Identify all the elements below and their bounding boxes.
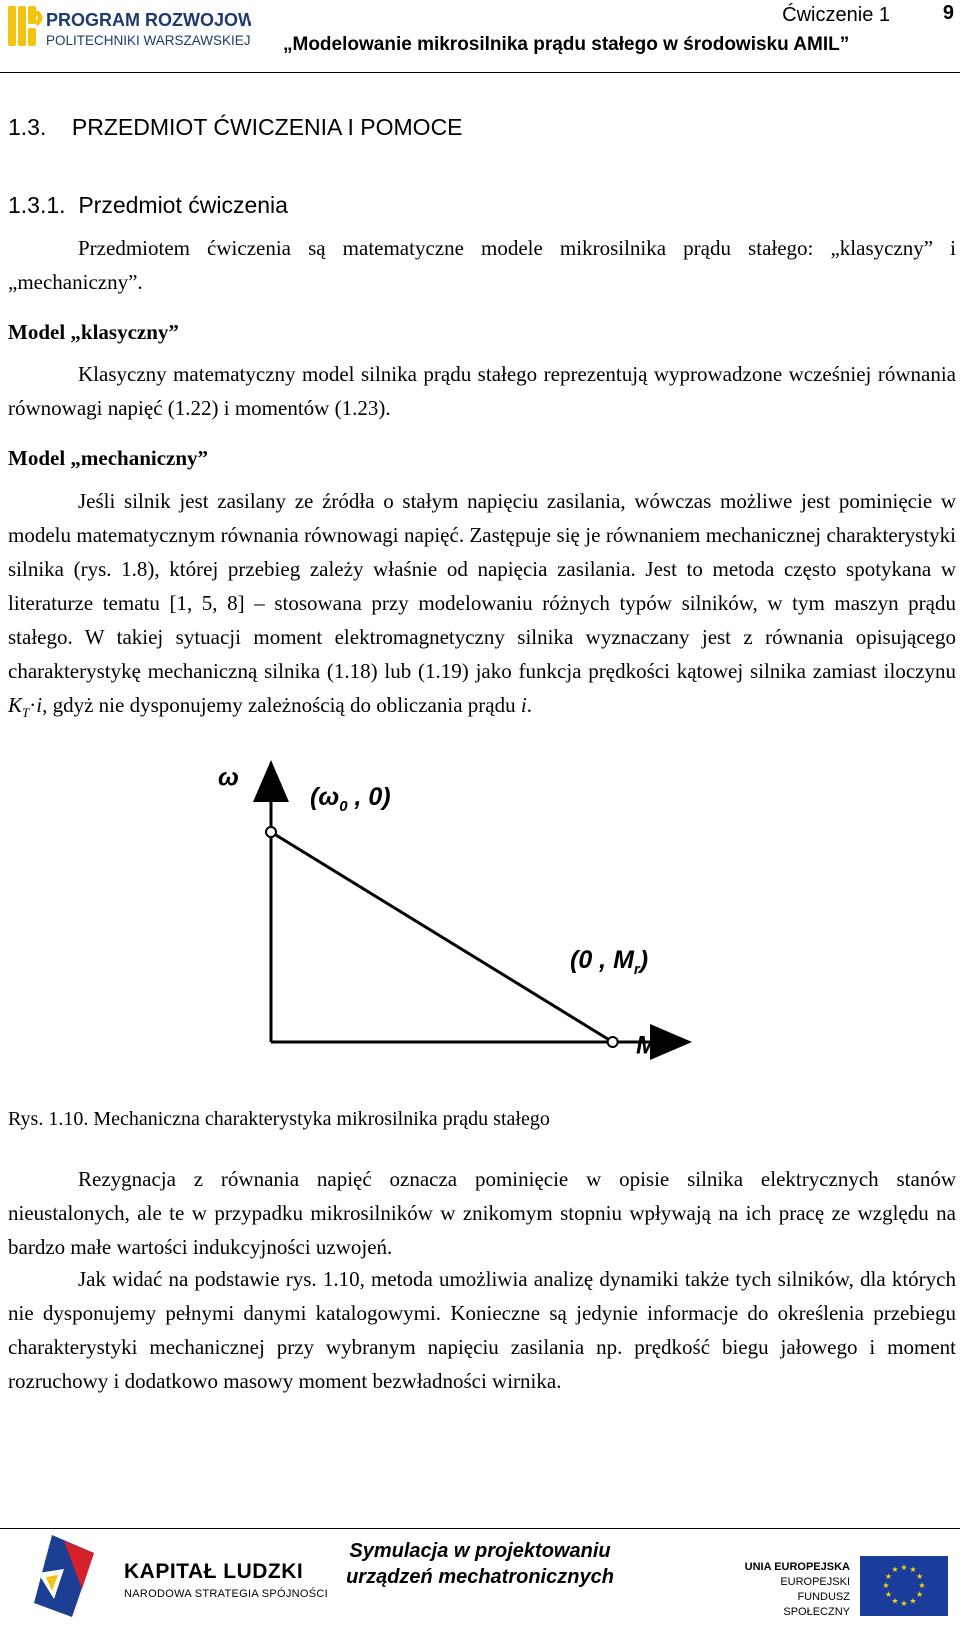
eu-star-icon: ★ <box>916 1589 924 1599</box>
kapital-ludzki-title: KAPITAŁ LUDZKI <box>124 1560 304 1583</box>
document-title: „Modelowanie mikrosilnika prądu stałego w środowisku AMIL” <box>283 34 850 55</box>
header-divider <box>0 72 960 73</box>
exercise-label: Ćwiczenie 1 <box>782 4 890 26</box>
section-heading: 1.3. PRZEDMIOT ĆWICZENIA I POMOCE <box>8 114 463 140</box>
mechanical-characteristic-chart <box>180 760 740 1090</box>
eu-star-icon: ★ <box>891 1596 899 1606</box>
eu-star-icon: ★ <box>900 1562 908 1572</box>
eu-star-icon: ★ <box>884 1589 892 1599</box>
eu-star-icon: ★ <box>882 1580 890 1590</box>
point-stall <box>608 1037 618 1047</box>
eu-flag-icon <box>860 1556 948 1616</box>
intro-paragraph: Przedmiotem ćwiczenia są matematyczne modele mikrosilnika prądu stałego: „klasyczny” i „mechaniczny”. <box>8 236 956 294</box>
eu-star-icon: ★ <box>916 1571 924 1581</box>
label-stall: (0 , $M_r$) <box>570 946 649 978</box>
after-paragraph-1: Rezygnacja z równania napięć oznacza pominięcie w opisie silnika elektrycznych stanów nieustalonych, ale te w przypadku mikrosilników w znikomym stopniu wpływają na ich pracę ze względu na bardzo małe wartości indukcyjności uzwojeń. <box>8 1167 956 1259</box>
model-classic-heading: Model „klasyczny” <box>8 320 179 344</box>
eu-star-icon: ★ <box>909 1596 917 1606</box>
eu-star-icon: ★ <box>884 1571 892 1581</box>
model-classic-paragraph: Klasyczny matematyczny model silnika prądu stałego reprezentują wyprowadzone wcześniej równania równowagi napięć (1.22) i momentów (1.23). <box>8 362 956 420</box>
eu-star-icon: ★ <box>909 1565 917 1575</box>
footer-center-text: Symulacja w projektowaniu urządzeń mechatronicznych <box>346 1540 614 1588</box>
model-mechanical-heading: Model „mechaniczny” <box>8 446 209 470</box>
characteristic-line <box>271 832 613 1042</box>
eu-star-icon: ★ <box>918 1580 926 1590</box>
logo-line1: PROGRAM ROZWOJOWY <box>46 10 251 30</box>
eu-star-icon: ★ <box>891 1565 899 1575</box>
ue-text: UNIA EUROPEJSKA EUROPEJSKI FUNDUSZ SPOŁECZNY <box>744 1561 850 1618</box>
eu-star-icon: ★ <box>900 1598 908 1608</box>
kapital-ludzki-logo-icon <box>24 1533 114 1619</box>
model-mechanical-paragraph: Jeśli silnik jest zasilany ze źródła o stałym napięciu zasilania, wówczas możliwe jest pominięcie w modelu matematycznym równania równowagi napięć. Zastępuje się je równaniem mechanicznej charakterystyki silnika (rys. 1.8), której przebieg zależy właśnie od napięcia zasilania. Jest to metoda często spotykana w literaturze tematu [1, 5, 8] – stosowana przy modelowaniu różnych typów silników, w tym maszyn prądu stałego. W takiej sytuacji moment elektromagnetyczny silnika wyznaczany jest z równania opisującego charakterystykę mechaniczną silnika (1.18) lub (1.19) jako funkcja prędkości kątowej silnika zamiast iloczynu $K_T\cdot i$, gdyż nie dysponujemy zależnością do obliczania prądu i. <box>8 489 956 721</box>
page-number: 9 <box>942 2 954 24</box>
program-rozwojowy-logo <box>6 4 251 56</box>
y-axis-label: ω <box>218 763 239 792</box>
logo-line2: POLITECHNIKI WARSZAWSKIEJ <box>46 33 251 48</box>
footer-divider <box>0 1528 960 1529</box>
kapital-ludzki-subtitle: NARODOWA STRATEGIA SPÓJNOŚCI <box>124 1588 328 1600</box>
figure-caption: Rys. 1.10. Mechaniczna charakterystyka mikrosilnika prądu stałego <box>8 1108 550 1130</box>
after-paragraph-2: Jak widać na podstawie rys. 1.10, metoda umożliwia analizę dynamiki także tych silników, dla których nie dysponujemy pełnymi danymi katalogowymi. Konieczne są jedynie informacje do określenia przebiegu charakterystyki mechanicznej przy wybranym napięciu zasilania np. prędkość biegu jałowego i moment rozruchowy i dodatkowo masowy moment bezwładności wirnika. <box>8 1267 956 1393</box>
x-axis-label: M <box>636 1031 657 1060</box>
logo-mark-icon <box>8 6 36 46</box>
subsection-heading: 1.3.1. Przedmiot ćwiczenia <box>8 192 288 218</box>
point-no-load <box>266 827 276 837</box>
label-no-load: ($\omega_0$ , 0) <box>310 783 391 815</box>
